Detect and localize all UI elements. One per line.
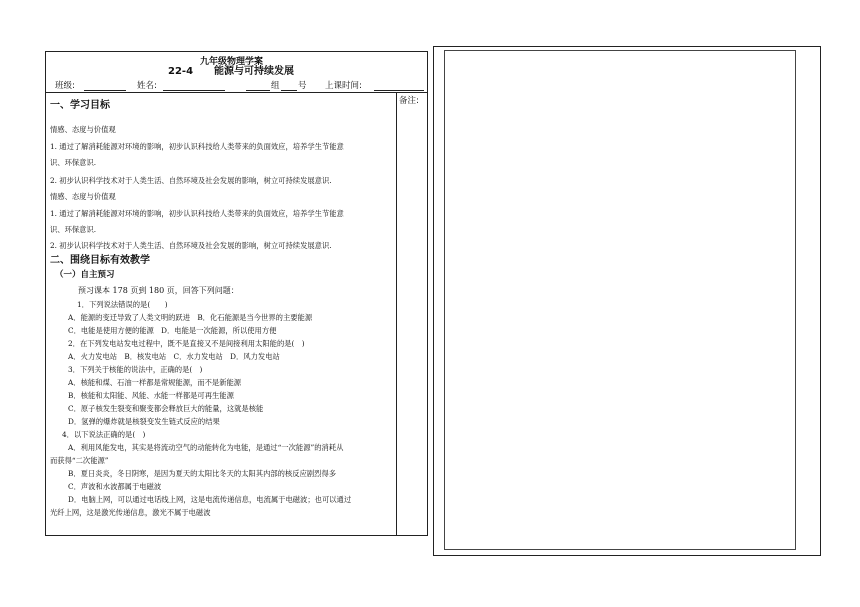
question-option-line: 光纤上网，这是激光传递信息，激光不属于电磁波	[50, 508, 211, 517]
goal-line: 情感、态度与价值观	[50, 125, 116, 134]
group-label: 组	[271, 81, 280, 91]
question-option-line: C．电能是使用方便的能源 D．电能是一次能源，所以使用方便	[68, 326, 277, 335]
question-line: 3．下列关于核能的说法中，正确的是( )	[68, 365, 203, 374]
time-label: 上课时间:	[325, 81, 362, 91]
blank-page-inner-frame	[444, 50, 796, 550]
header-divider	[45, 92, 428, 93]
lesson-title: 能源与可持续发展	[214, 66, 294, 77]
question-option-line: A．火力发电站 B．核发电站 C．水力发电站 D．风力发电站	[68, 352, 280, 361]
name-field[interactable]	[163, 81, 225, 91]
name-label: 姓名:	[137, 81, 157, 91]
question-line: 2．在下列发电站发电过程中，既不是直接又不是间接利用太阳能的是( )	[68, 339, 305, 348]
time-field[interactable]	[374, 81, 424, 91]
goal-line: 1. 通过了解消耗能源对环境的影响，初步认识科技给人类带来的负面效应，培养学生节能意	[50, 209, 344, 218]
question-option-line: A．能源的变迁导致了人类文明的跃进 B．化石能源是当今世界的主要能源	[68, 313, 313, 322]
goal-line: 情感、态度与价值观	[50, 192, 116, 201]
remark-column-divider	[396, 92, 397, 536]
question-option-line: A．利用风能发电，其实是将流动空气的动能转化为电能，是通过“一次能源”的消耗从	[68, 443, 344, 452]
question-option-line: C．原子核发生裂变和聚变都会释放巨大的能量，这就是核能	[68, 404, 264, 413]
class-label: 班级:	[55, 81, 75, 91]
question-option-line: A．核能和煤、石油一样都是常规能源，而不是新能源	[68, 378, 242, 387]
goal-line: 识、环保意识.	[50, 225, 97, 234]
question-option-line: B．夏日炎炎，冬日阴寒，是因为夏天的太阳比冬天的太阳其内部的核反应剧烈得多	[68, 469, 337, 478]
question-option-line: C．声波和水波都属于电磁波	[68, 482, 162, 491]
seat-field[interactable]	[281, 81, 297, 91]
section-teaching-heading: 二、围绕目标有效教学	[50, 255, 150, 266]
goal-line: 2. 初步认识科学技术对于人类生活、自然环境及社会发展的影响，树立可持续发展意识.	[50, 176, 332, 185]
question-option-line: B．核能和太阳能、风能、水能一样都是可再生能源	[68, 391, 234, 400]
class-field[interactable]	[84, 81, 126, 91]
self-study-subheading: （一）自主预习	[55, 270, 115, 280]
question-option-line: 而获得“二次能源”	[50, 456, 109, 465]
goal-line: 2. 初步认识科学技术对于人类生活、自然环境及社会发展的影响，树立可持续发展意识.	[50, 241, 332, 250]
question-line: 1．下列说法错误的是( )	[77, 300, 168, 309]
preview-instruction: 预习课本 178 页到 180 页，回答下列问题：	[78, 286, 239, 295]
remark-label: 备注:	[399, 96, 419, 106]
question-option-line: D．氢弹的爆炸就是核裂变发生链式反应的结果	[68, 417, 220, 426]
question-line: 4．以下说法正确的是( )	[62, 430, 146, 439]
group-field[interactable]	[246, 81, 270, 91]
lesson-number: 22-4	[168, 66, 194, 77]
section-learning-goals-heading: 一、学习目标	[50, 100, 110, 111]
seat-label: 号	[298, 81, 307, 91]
question-option-line: D．电脑上网，可以通过电话线上网，这是电流传递信息，电流属于电磁波；也可以通过	[68, 495, 352, 504]
goal-line: 1. 通过了解消耗能源对环境的影响，初步认识科技给人类带来的负面效应，培养学生节能意	[50, 142, 344, 151]
goal-line: 识、环保意识.	[50, 158, 97, 167]
document-title: 九年级物理学案	[200, 57, 264, 67]
